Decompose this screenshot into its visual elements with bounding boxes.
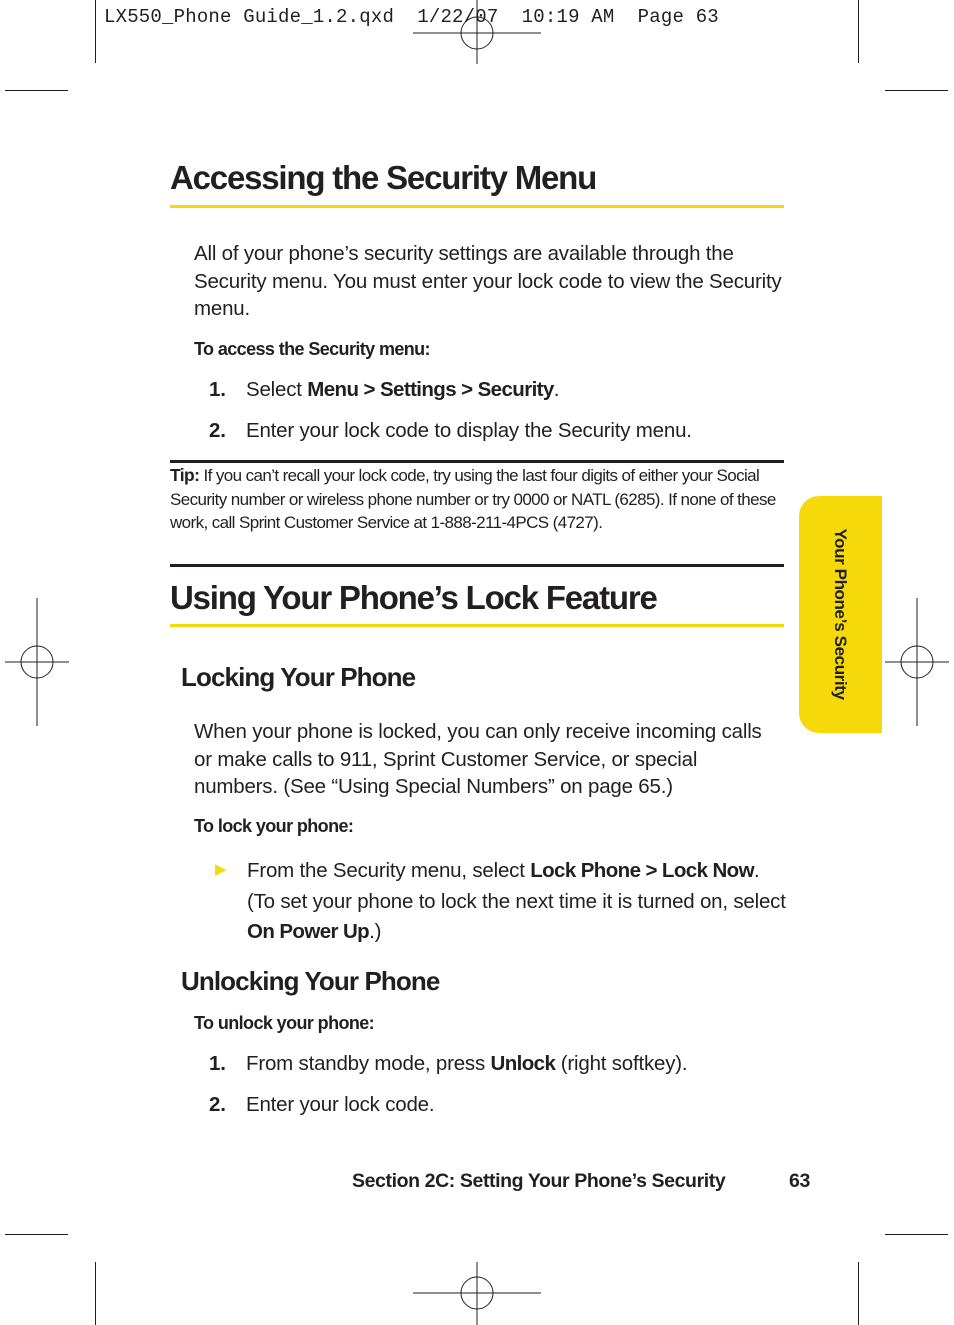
bullet-text: From the Security menu, select xyxy=(247,859,531,882)
title-rule xyxy=(170,624,784,627)
crop-mark xyxy=(885,1234,948,1235)
step-item xyxy=(209,1093,434,1117)
subsection-heading: Unlocking Your Phone xyxy=(181,966,440,996)
registration-mark-icon xyxy=(885,598,949,726)
crop-mark xyxy=(858,1262,859,1325)
registration-mark-icon xyxy=(5,598,69,726)
tip-bottom-rule xyxy=(170,564,784,567)
step-text: . xyxy=(553,378,560,401)
tip-text: If you can’t recall your lock code, try using the last four digits of either your Social Security number or wireless phone number or try 0000 or NATL (6285). If none of these work, call Sprint Customer Service at 1-888-211-4PCS (4727). xyxy=(170,466,776,532)
tip-box xyxy=(170,464,784,535)
procedure-lead: To unlock your phone: xyxy=(194,1013,375,1033)
crop-mark xyxy=(95,0,96,63)
step-text: Enter your lock code to display the Security menu. xyxy=(246,419,692,442)
slug-line: LX550_Phone Guide_1.2.qxd 1/22/07 10:19 AM Page 63 xyxy=(104,6,719,28)
step-text: Select xyxy=(246,378,308,401)
bullet-text: . (To set your phone to lock the next time it is turned on, select xyxy=(247,859,786,913)
step-text: Enter your lock code. xyxy=(246,1093,435,1116)
key-name: Unlock xyxy=(490,1052,556,1075)
bullet-item xyxy=(247,856,787,948)
crop-mark xyxy=(5,90,68,91)
side-tab-label: Your Phone’s Security xyxy=(831,528,850,700)
page-number: 63 xyxy=(789,1170,810,1192)
crop-mark xyxy=(95,1262,96,1325)
crop-mark xyxy=(5,1234,68,1235)
footer-section: Section 2C: Setting Your Phone’s Security xyxy=(352,1170,726,1192)
procedure-lead: To lock your phone: xyxy=(194,816,354,836)
menu-path: Menu > Settings > Security xyxy=(307,378,554,401)
step-text: From standby mode, press xyxy=(246,1052,491,1075)
step-text: (right softkey). xyxy=(555,1052,688,1075)
step-item xyxy=(209,378,559,402)
menu-path: Lock Phone > Lock Now xyxy=(530,859,754,882)
procedure-lead: To access the Security menu: xyxy=(194,339,430,359)
step-item xyxy=(209,419,692,443)
bullet-text: .) xyxy=(369,920,382,943)
step-number: 2. xyxy=(209,419,226,442)
registration-mark-icon xyxy=(413,0,541,64)
step-number: 1. xyxy=(209,378,226,401)
step-number: 1. xyxy=(209,1052,226,1075)
section-title: Using Your Phone’s Lock Feature xyxy=(170,579,657,616)
crop-mark xyxy=(885,90,948,91)
menu-option: On Power Up xyxy=(247,920,370,943)
triangle-bullet-icon: ▶ xyxy=(215,861,227,878)
subsection-heading: Locking Your Phone xyxy=(181,662,416,692)
step-item xyxy=(209,1052,687,1076)
step-number: 2. xyxy=(209,1093,226,1116)
subsection-intro: When your phone is locked, you can only receive incoming calls or make calls to 911, Sprint Customer Service, or special numbers. (See “Using Special Numbers” on page 65.) xyxy=(194,720,762,798)
crop-mark xyxy=(858,0,859,63)
tip-label: Tip: xyxy=(170,465,200,485)
tip-top-rule xyxy=(170,460,784,463)
title-rule xyxy=(170,205,784,208)
registration-mark-icon xyxy=(413,1262,541,1325)
section-intro: All of your phone’s security settings are available through the Security menu. You must enter your lock code to view the Security menu. xyxy=(194,242,782,320)
section-title: Accessing the Security Menu xyxy=(170,159,597,196)
